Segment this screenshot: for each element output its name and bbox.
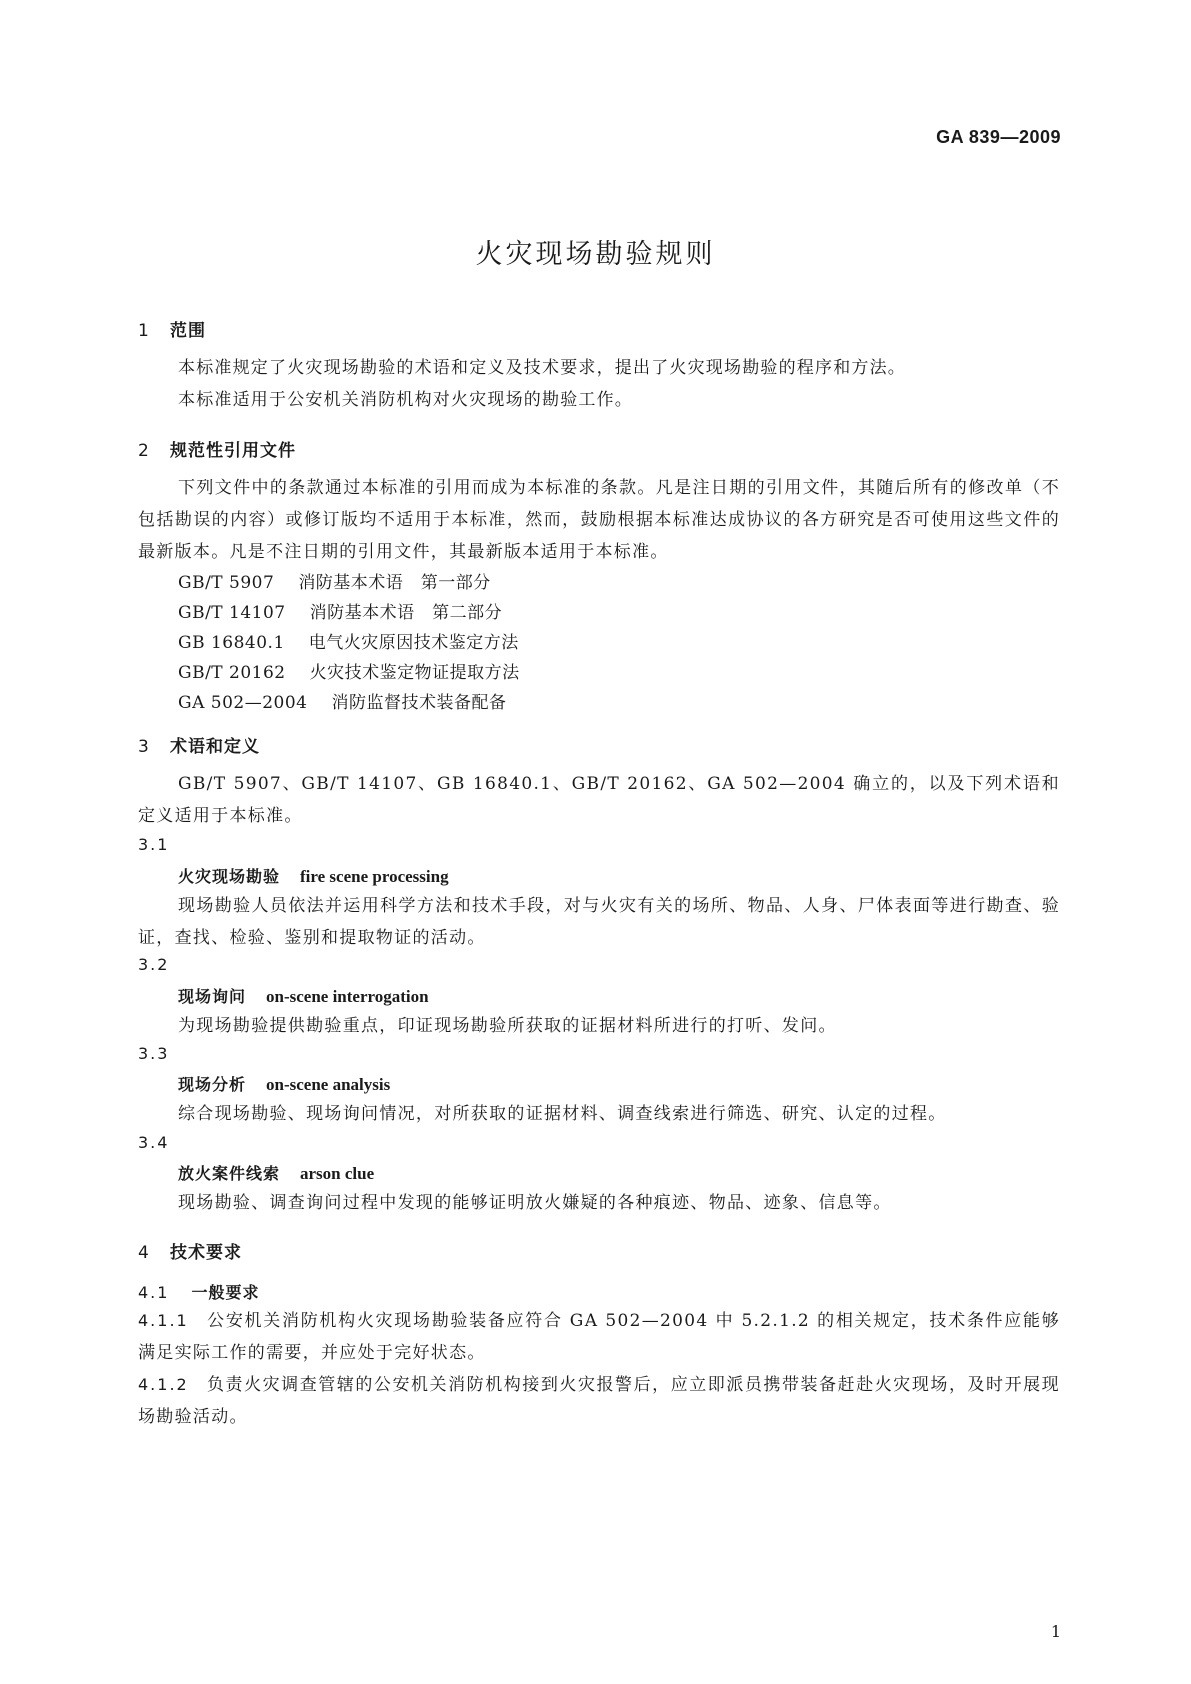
section-number: 2 [138, 441, 150, 461]
term-definition: 为现场勘验提供勘验重点，印证现场勘验所获取的证据材料所进行的打听、发问。 [178, 1016, 837, 1036]
section-number: 4 [138, 1243, 150, 1263]
clause-text: 负责火灾调查管辖的公安机关消防机构接到火灾报警后，应立即派员携带装备赶赴火灾现场，及时开展现场勘验活动。 [138, 1375, 1060, 1427]
term-heading [178, 984, 429, 1007]
section-3-heading [138, 732, 260, 757]
reference-code: GA 502—2004 [178, 693, 308, 713]
paragraph: 下列文件中的条款通过本标准的引用而成为本标准的条款。凡是注日期的引用文件，其随后所有的修改单（不包括勘误的内容）或修订版均不适用于本标准，然而，鼓励根据本标准达成协议的各方研究是否可使用这些文件的最新版本。凡是不注日期的引用文件，其最新版本适用于本标准。 [138, 478, 1060, 562]
section-number: 1 [138, 321, 150, 341]
reference-name: 火灾技术鉴定物证提取方法 [309, 663, 520, 683]
normative-reference [178, 688, 506, 713]
term-number: 3.2 [138, 955, 170, 974]
document-title: 火灾现场勘验规则 [475, 239, 716, 270]
reference-code: GB 16840.1 [178, 633, 285, 653]
clause [138, 1369, 1060, 1433]
clause-text: 公安机关消防机构火灾现场勘验装备应符合 GA 502—2004 中 5.2.1.2 的相关规定，技术条件应能够满足实际工作的需要，并应处于完好状态。 [138, 1311, 1060, 1363]
subsection-title: 一般要求 [191, 1283, 260, 1302]
section-number: 3 [138, 737, 150, 757]
term-en: on-scene analysis [266, 1075, 391, 1094]
term-en: fire scene processing [300, 867, 449, 886]
term-number: 3.1 [138, 835, 170, 854]
reference-name: 消防基本术语 第二部分 [309, 603, 503, 623]
clause-number: 4.1.2 [138, 1375, 189, 1394]
term-number: 3.3 [138, 1044, 170, 1063]
clause-number: 4.1.1 [138, 1311, 189, 1330]
standard-number: GA 839—2009 [936, 127, 1061, 147]
normative-reference [178, 628, 519, 653]
term-heading [178, 1072, 390, 1095]
term-cn: 现场询问 [178, 987, 247, 1006]
reference-code: GB/T 14107 [178, 603, 286, 623]
paragraph: GB/T 5907、GB/T 14107、GB 16840.1、GB/T 20162、GA 502—2004 确立的，以及下列术语和定义适用于本标准。 [138, 774, 1060, 826]
section-1-heading [138, 316, 206, 341]
term-number: 3.4 [138, 1133, 170, 1152]
section-title: 技术要求 [170, 1243, 242, 1263]
reference-name: 消防基本术语 第一部分 [298, 573, 491, 593]
term-en: arson clue [300, 1164, 375, 1183]
reference-name: 电气火灾原因技术鉴定方法 [308, 633, 519, 653]
section-title: 规范性引用文件 [170, 441, 296, 461]
normative-reference [178, 568, 491, 593]
normative-reference [178, 598, 502, 623]
term-heading [178, 864, 449, 887]
term-cn: 放火案件线索 [178, 1164, 281, 1183]
paragraph: 本标准规定了火灾现场勘验的术语和定义及技术要求，提出了火灾现场勘验的程序和方法。 [178, 358, 906, 378]
clause [138, 1305, 1060, 1369]
section-title: 术语和定义 [170, 737, 260, 757]
section-4-heading [138, 1238, 242, 1263]
term-heading [178, 1161, 374, 1184]
section-2-heading [138, 436, 296, 461]
term-cn: 现场分析 [178, 1075, 247, 1094]
term-en: on-scene interrogation [266, 987, 429, 1006]
term-cn: 火灾现场勘验 [178, 867, 281, 886]
reference-name: 消防监督技术装备配备 [331, 693, 507, 713]
paragraph: 本标准适用于公安机关消防机构对火灾现场的勘验工作。 [178, 390, 633, 410]
reference-code: GB/T 5907 [178, 573, 275, 593]
subsection-number: 4.1 [138, 1283, 170, 1302]
subsection-heading [138, 1280, 259, 1303]
page-number: 1 [1050, 1622, 1061, 1641]
section-title: 范围 [170, 321, 206, 341]
term-definition: 综合现场勘验、现场询问情况，对所获取的证据材料、调查线索进行筛选、研究、认定的过程。 [178, 1104, 947, 1124]
normative-reference [178, 658, 520, 683]
term-definition: 现场勘验人员依法并运用科学方法和技术手段，对与火灾有关的场所、物品、人身、尸体表面等进行勘查、验证，查找、检验、鉴别和提取物证的活动。 [138, 896, 1060, 948]
reference-code: GB/T 20162 [178, 663, 286, 683]
term-definition: 现场勘验、调查询问过程中发现的能够证明放火嫌疑的各种痕迹、物品、迹象、信息等。 [178, 1193, 892, 1213]
